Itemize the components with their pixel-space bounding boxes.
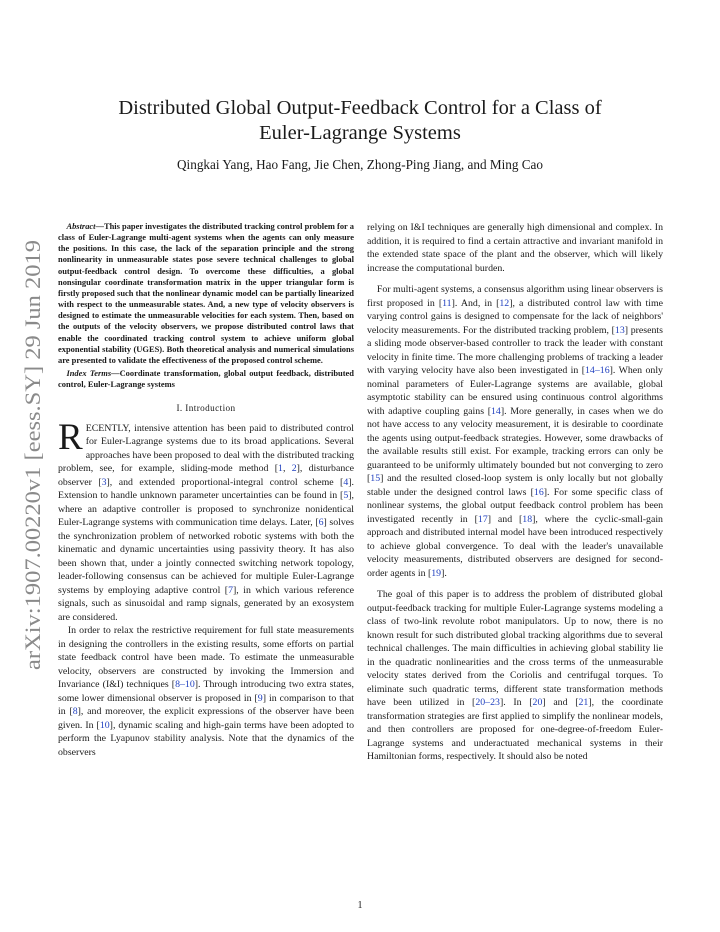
citation-link[interactable]: 2: [291, 463, 297, 475]
citation-link[interactable]: 16: [533, 486, 544, 498]
right-paragraph-1: relying on I&I techniques are generally high dimensional and complex. In addition, it is required to find a certain attractive and invariant manifold in the extended state space of the plant and the observer, which will likely increase the computational burden.: [367, 222, 663, 274]
drop-cap: R: [58, 416, 83, 458]
right-column-body: [367, 221, 663, 764]
paper-title: [60, 96, 660, 146]
arxiv-identifier: [18, 238, 46, 670]
citation-link[interactable]: 9: [257, 692, 263, 704]
citation-link[interactable]: 18: [522, 513, 533, 525]
right-paragraph-2: For multi-agent systems, a consensus algorithm using linear observers is first proposed in [11]. And, in [12], a distributed control law with time varying control gains is designed to compensate for the lack of neighbors' velocity measurements. For the distributed tracking problem, [13] presents a sliding mode observer-based controller to track the leader with constant velocity in finite time. The more challenging problems of tracking a leader with varying velocity have also been investigated in [14–16]. When only nominal parameters of Euler-Lagrange systems are available, global asymptotic stability can be ensured using continuous control algorithms with adaptive coupling gains [14]. More generally, in cases when we do not have access to any velocity measurement, it is desirable to coordinate the agents using output-feedback strategies. However, some drawbacks of the available results still exist. For example, tracking errors can only be guaranteed to be uniformly ultimately bounded but not converging to zero [15] and the resulted closed-loop system is only locally but not globally stable under the designed control laws [16]. For some specific class of nonlinear systems, the global output feedback control problem has been investigated recently in [17] and [18], where the cyclic-small-gain approach and distributed internal model have been introduced respectively to achieve global convergence. To deal with the leader's unavailable velocity measurements, distributed observers are designed for second-order agents in [19].: [367, 284, 663, 579]
right-paragraph-3: The goal of this paper is to address the problem of distributed global output-feedback tracking for multiple Euler-Lagrange systems modeling a class of two-link revolute robot manipulators. Up to now, there is no known result for such distributed global tracking algorithms due to several technical challenges. The main difficulties in achieving global stability lie in the quadratic nonlinearities and the cross terms of the unmeasurable velocity states derived from the Coriolis and centrifugal torques. To eliminate such quadratic terms, different state transformation methods have been utilized in [20–23]. In [20] and [21], the coordinate transformation strategies are first applied to simplify the nonlinear models, and then controllers are proposed for one-degree-of-freedom Euler-Lagrange systems and underactuated mechanical systems in their Hamiltonian forms, respectively. It should also be noted: [367, 589, 663, 762]
intro-paragraph-1: RECENTLY, intensive attention has been paid to distributed control for Euler-Lagrange systems due to its broad applications. Several approaches have been proposed to deal with the distributed tracking problem, see, for example, sliding-mode method [1, 2], disturbance observer [3], and extended proportional-integral control scheme [4]. Extension to handle unknown parameter uncertainties can be found in [5], where an adaptive controller is proposed to synchronize nonidentical Euler-Lagrange systems with communication time delays. Later, [6] solves the synchronization problem of networked robotic systems with both the kinematic and dynamic uncertainties using passivity theory. It has also been shown that, under a jointly connected switching network topology, leader-following consensus can be achieved for multiple Euler-Lagrange systems by employing adaptive control [7], in which various reference signals, such as sinusoidal and ramp signals, generated by an exosystem are considered.: [58, 416, 355, 623]
introduction-body: [58, 416, 355, 760]
index-terms: [58, 368, 354, 390]
citation-link[interactable]: 20–23: [475, 697, 500, 708]
citation-link[interactable]: 21: [578, 697, 589, 708]
page-number: 1: [357, 900, 363, 911]
right-column: [367, 221, 663, 764]
citation-link[interactable]: 5: [343, 490, 349, 502]
index-terms-text: —Coordinate transformation, global output feedback, distributed control, Euler-Lagrange systems: [58, 368, 354, 390]
abstract-paragraph: [58, 221, 354, 366]
author-list: Qingkai Yang, Hao Fang, Jie Chen, Zhong-Ping Jiang, and Ming Cao: [177, 157, 543, 172]
abstract-label: Abstract: [66, 221, 96, 231]
citation-link[interactable]: 13: [614, 324, 625, 336]
index-terms-paragraph: [58, 368, 354, 390]
citation-link[interactable]: 1: [278, 463, 283, 475]
intro-paragraph-2: In order to relax the restrictive requirement for full state measurements in designing the controllers in the existing results, some efforts on partial state feedback control have been made. To estimate the unmeasurable velocity, observers are constructed by invoking the Immersion and Invariance (I&I) techniques [8–10]. Through introducing two extra states, some lower dimensional observer is proposed in [9] in comparison to that in [8], and moreover, the explicit expressions of the observer have been given. In [10], dynamic scaling and high-gain terms have been adopted to perform the Lyapunov stability analysis. Note that the dynamics of the observers: [58, 625, 355, 758]
citation-link[interactable]: 19: [431, 567, 442, 579]
citation-link[interactable]: 14–16: [585, 365, 610, 376]
left-column: [58, 221, 354, 759]
citation-link[interactable]: 15: [370, 473, 381, 484]
arxiv-identifier-text: arXiv:1907.00220v1 [eess.SY] 29 Jun 2019: [20, 275, 45, 670]
citation-link[interactable]: 17: [477, 513, 488, 525]
abstract: [58, 221, 354, 366]
citation-link[interactable]: 8–10: [175, 679, 195, 691]
citation-link[interactable]: 8: [72, 706, 78, 718]
citation-link[interactable]: 20: [532, 697, 543, 708]
citation-link[interactable]: 11: [442, 297, 452, 309]
citation-link[interactable]: 7: [228, 584, 233, 596]
citation-link[interactable]: 3: [101, 476, 107, 488]
abstract-text: —This paper investigates the distributed tracking control problem for a class of Euler-Lagrange multi-agent systems when the agents can only measure the positions. In this case, the lack of the separation principle and the strong nonlinearity in unmeasurable states pose severe technical challenges to global output-feedback control design. To overcome these difficulties, a global nonsingular coordinate transformation matrix in the upper triangular form is firstly proposed such that the nonlinear dynamic model can be partially linearized with respect to the unmeasurable states. And, a new type of velocity observers is designed to estimate the unmeasurable velocities for each system. Then, based on the outputs of the velocity observers, we propose distributed control laws that enable the coordinated tracking control system to achieve uniform global exponential stability (UGES). Both theoretical analysis and numerical simulations are presented to validate the effectiveness of the proposed control scheme.: [58, 221, 354, 365]
citation-link[interactable]: 12: [499, 297, 510, 309]
citation-link[interactable]: 6: [318, 517, 324, 529]
citation-link[interactable]: 4: [343, 476, 349, 488]
citation-link[interactable]: 14: [490, 405, 501, 417]
section-heading-introduction: I. Introduction: [176, 403, 236, 414]
citation-link[interactable]: 10: [99, 719, 110, 731]
index-terms-label: Index Terms: [66, 368, 112, 379]
paper-title-line-2: Euler-Lagrange Systems: [259, 122, 461, 144]
paper-title-line-1: Distributed Global Output-Feedback Control for a Class of: [118, 97, 602, 119]
